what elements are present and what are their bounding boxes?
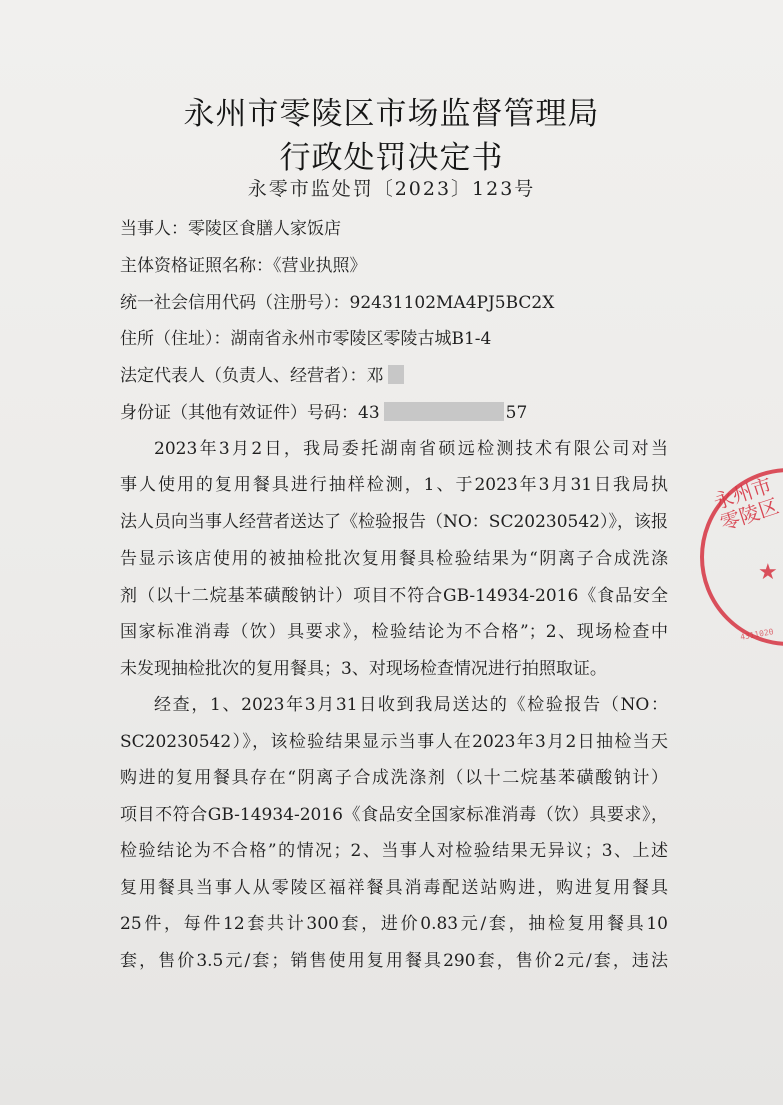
paragraph-1-line: 告显示该店使用的被抽检批次复用餐具检验结果为“阴离子合成洗涤 — [120, 549, 668, 569]
paragraph-2-line: 购进的复用餐具存在“阴离子合成洗涤剂（以十二烷基苯磺酸钠计） — [120, 768, 668, 788]
credit-code-field: 统一社会信用代码（注册号）：92431102MA4PJ5BC2X — [120, 293, 555, 313]
paragraph-1-line: 未发现抽检批次的复用餐具；3、对现场检查情况进行拍照取证。 — [120, 659, 607, 679]
id-number-suffix: 57 — [505, 403, 528, 423]
paragraph-1-line: 国家标准消毒（饮）具要求》，检验结论为不合格”；2、现场检查中 — [120, 622, 668, 642]
paragraph-2-line: 25件，每件12套共计300套，进价0.83元/套，抽检复用餐具10 — [120, 914, 668, 934]
paragraph-2-line: 套，售价3.5元/套；销售使用复用餐具290套，售价2元/套，违法 — [120, 951, 668, 971]
document-number: 永零市监处罚〔2023〕123号 — [247, 178, 536, 200]
paragraph-2-line: 经查，1、2023年3月31日收到我局送达的《检验报告（NO： — [154, 695, 668, 715]
id-number-field — [120, 398, 527, 423]
paragraph-1-line: 剂（以十二烷基苯磺酸钠计）项目不符合GB-14934-2016《食品安全 — [120, 586, 668, 606]
seal-code: 4311020 — [739, 627, 775, 642]
legal-representative-label: 法定代表人（负责人、经营者）：邓 — [120, 366, 384, 386]
paragraph-2-line: 检验结论为不合格”的情况；2、当事人对检验结果无异议；3、上述 — [120, 841, 668, 861]
paragraph-1-line: 法人员向当事人经营者送达了《检验报告（NO：SC20230542）》，该报 — [120, 512, 668, 532]
id-number-prefix: 身份证（其他有效证件）号码：43 — [120, 403, 380, 423]
party-field: 当事人：零陵区食膳人家饭店 — [120, 219, 341, 239]
legal-representative-field — [120, 361, 404, 386]
paragraph-1-line: 事人使用的复用餐具进行抽样检测，1、于2023年3月31日我局执 — [120, 475, 668, 495]
paragraph-2-line: SC20230542）》，该检验结果显示当事人在2023年3月2日抽检当天 — [120, 732, 668, 752]
license-name-field: 主体资格证照名称：《营业执照》 — [120, 256, 367, 276]
paragraph-2-line: 项目不符合GB-14934-2016《食品安全国家标准消毒（饮）具要求》， — [120, 805, 668, 825]
seal-text: 永州市零陵区 — [710, 472, 782, 536]
paragraph-1-line: 2023年3月2日，我局委托湖南省硕远检测技术有限公司对当 — [154, 439, 668, 459]
issuer-title: 永州市零陵区市场监督管理局 — [183, 96, 600, 132]
address-field: 住所（住址）：湖南省永州市零陵区零陵古城B1-4 — [120, 329, 492, 349]
redaction-block — [384, 402, 504, 421]
document-type-title: 行政处罚决定书 — [279, 140, 504, 176]
seal-star-icon: ★ — [758, 560, 778, 585]
redaction-block — [388, 365, 404, 384]
paragraph-2-line: 复用餐具当事人从零陵区福祥餐具消毒配送站购进，购进复用餐具 — [120, 878, 668, 898]
